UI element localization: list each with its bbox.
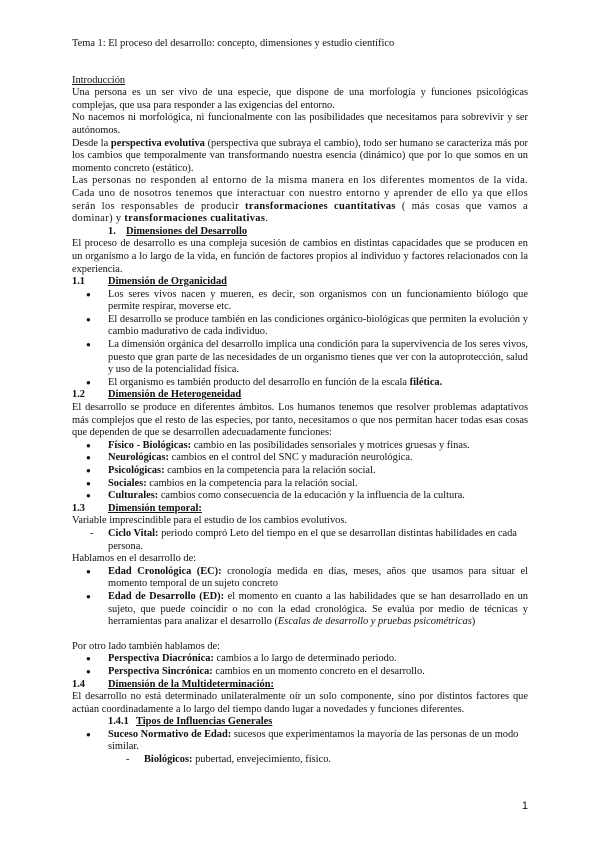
list-item: ● Culturales: cambios como consecuencia de la educación y la influencia de la cultura. xyxy=(72,490,528,503)
list-item: ● Sociales: cambios en la competencia para la relación social. xyxy=(72,478,528,491)
influencias-list xyxy=(72,729,528,754)
heterogeneidad-list xyxy=(72,440,528,503)
list-item: ● El desarrollo se produce también en las condiciones orgánico-biológicas que permiten la evolución y cambio madurativo de cada individuo. xyxy=(72,314,528,339)
section-heading-1-3: 1.3 Dimensión temporal: xyxy=(72,502,202,514)
section-1-3-paragraph-3: Por otro lado también hablamos de: xyxy=(72,640,221,652)
intro-heading: Introducción xyxy=(72,74,126,86)
perspectivas-list xyxy=(72,653,528,678)
list-item: ● Perspectiva Diacrónica: cambios a lo largo de determinado periodo. xyxy=(72,653,528,666)
term-perspectiva-evolutiva: perspectiva evolutiva xyxy=(110,137,205,149)
intro-paragraph-3: Desde la perspectiva evolutiva (perspectiva que subraya el cambio), todo ser humano se caracteriza más por los cambios que temporalmente van transformando nuestra esencia (dinámico) que por lo que somos en un momento concreto (estático). xyxy=(72,137,529,174)
list-item: - Ciclo Vital: periodo compró Leto del tiempo en el que se desarrollan distintas habilidades en cada persona. xyxy=(72,528,528,553)
document-title: Tema 1: El proceso del desarrollo: concepto, dimensiones y estudio científico xyxy=(72,38,395,49)
list-item: ● Edad Cronológica (EC): cronología medida en días, meses, años que usamos para situar el momento temporal de un sujeto concreto xyxy=(72,566,528,591)
section-1-2-paragraph: El desarrollo se produce en diferentes ámbitos. Los humanos tenemos que resolver problemas adaptativos más complejos que el resto de las especies, por tanto, necesitamos o que nos permitan hacer todas esas cosas que dependen de que se desarrollen adecuadamente funciones: xyxy=(72,402,528,439)
page-number: 1 xyxy=(521,800,528,812)
intro-paragraph-4: Las personas no responden al entorno de la misma manera en los diferentes momentos de la vida. Cada uno de nosotros tenemos que interactuar con nuestro entorno y aprender de ello ya que ellos serán los responsables de producir transformaciones cuantitativas ( más cosas que vamos a dominar) y transformaciones cualitativas. xyxy=(72,175,528,225)
section-heading-1-4-1: 1.4.1 Tipos de Influencias Generales xyxy=(108,716,273,728)
edades-list xyxy=(72,566,528,629)
intro-paragraph-1: Una persona es un ser vivo de una especie, que dispone de una morfología y funciones psicológicas complejas, que usa para responder a las exigencias del entorno. xyxy=(72,87,528,111)
list-item: ● Suceso Normativo de Edad: sucesos que experimentamos la mayoría de las personas de un modo similar. xyxy=(72,729,528,754)
section-1-4-paragraph: El desarrollo no está determinado unilateralmente oír un solo componente, sino por distintos factores que actúan coordinadamente a lo largo del tiempo dando lugar a novedades y funciones diferentes. xyxy=(72,691,528,715)
organicidad-list xyxy=(72,289,528,390)
section-heading-1-2: 1.2 Dimensión de Heterogeneidad xyxy=(72,389,242,401)
section-1-3-paragraph-2: Hablamos en el desarrollo de: xyxy=(72,553,197,565)
intro-paragraph-2: No nacemos ni morfológica, ni funcionalmente con las posibilidades que necesitamos para sobrevivir y ser autónomos. xyxy=(72,112,528,136)
list-item: ● La dimensión orgánica del desarrollo implica una condición para la supervivencia de los seres vivos, puesto que gran parte de las necesidades de un organismo tienes que ver con la autoprotección, salud y uso de la potencialidad física. xyxy=(72,339,528,377)
list-item: ● El organismo es también producto del desarrollo en función de la escala filética. xyxy=(72,377,528,390)
section-heading-1: 1. Dimensiones del Desarrollo xyxy=(108,225,248,237)
ciclo-vital-list xyxy=(72,528,528,553)
section-1-3-paragraph: Variable imprescindible para el estudio de los cambios evolutivos. xyxy=(72,515,347,527)
list-item: ● Los seres vivos nacen y mueren, es decir, son organismos con un funcionamiento biólogo que permite respirar, moverse etc. xyxy=(72,289,528,314)
list-item: ● Perspectiva Sincrónica: cambios en un momento concreto en el desarrollo. xyxy=(72,666,528,679)
section-1-paragraph: El proceso de desarrollo es una compleja sucesión de cambios en distintas capacidades que se producen en un organismo a lo largo de la vida, en función de factores propios al individuo y factores relacionados con la experiencia. xyxy=(72,238,528,275)
influencias-sublist xyxy=(72,754,528,767)
list-item: ● Psicológicas: cambios en la competencia para la relación social. xyxy=(72,465,528,478)
list-item: ● Físico - Biológicas: cambio en las posibilidades sensoriales y motrices gruesas y finas. xyxy=(72,440,528,453)
list-item: ● Neurológicas: cambios en el control del SNC y maduración neurológica. xyxy=(72,452,528,465)
list-item: - Biológicos: pubertad, envejecimiento, físico. xyxy=(72,754,528,767)
document-page xyxy=(72,38,528,767)
list-item: ● Edad de Desarrollo (ED): el momento en cuanto a las habilidades que se han desarrollado en un sujeto, que puede coincidir o no con la edad cronológica. Se evalúa por medio de técnicas y herramientas para analizar el desarrollo (Escalas de desarrollo y pruebas psicométricas) xyxy=(72,591,528,629)
section-heading-1-1: 1.1 Dimensión de Organicidad xyxy=(72,276,227,288)
section-heading-1-4: 1.4 Dimensión de la Multideterminación: xyxy=(72,678,274,690)
